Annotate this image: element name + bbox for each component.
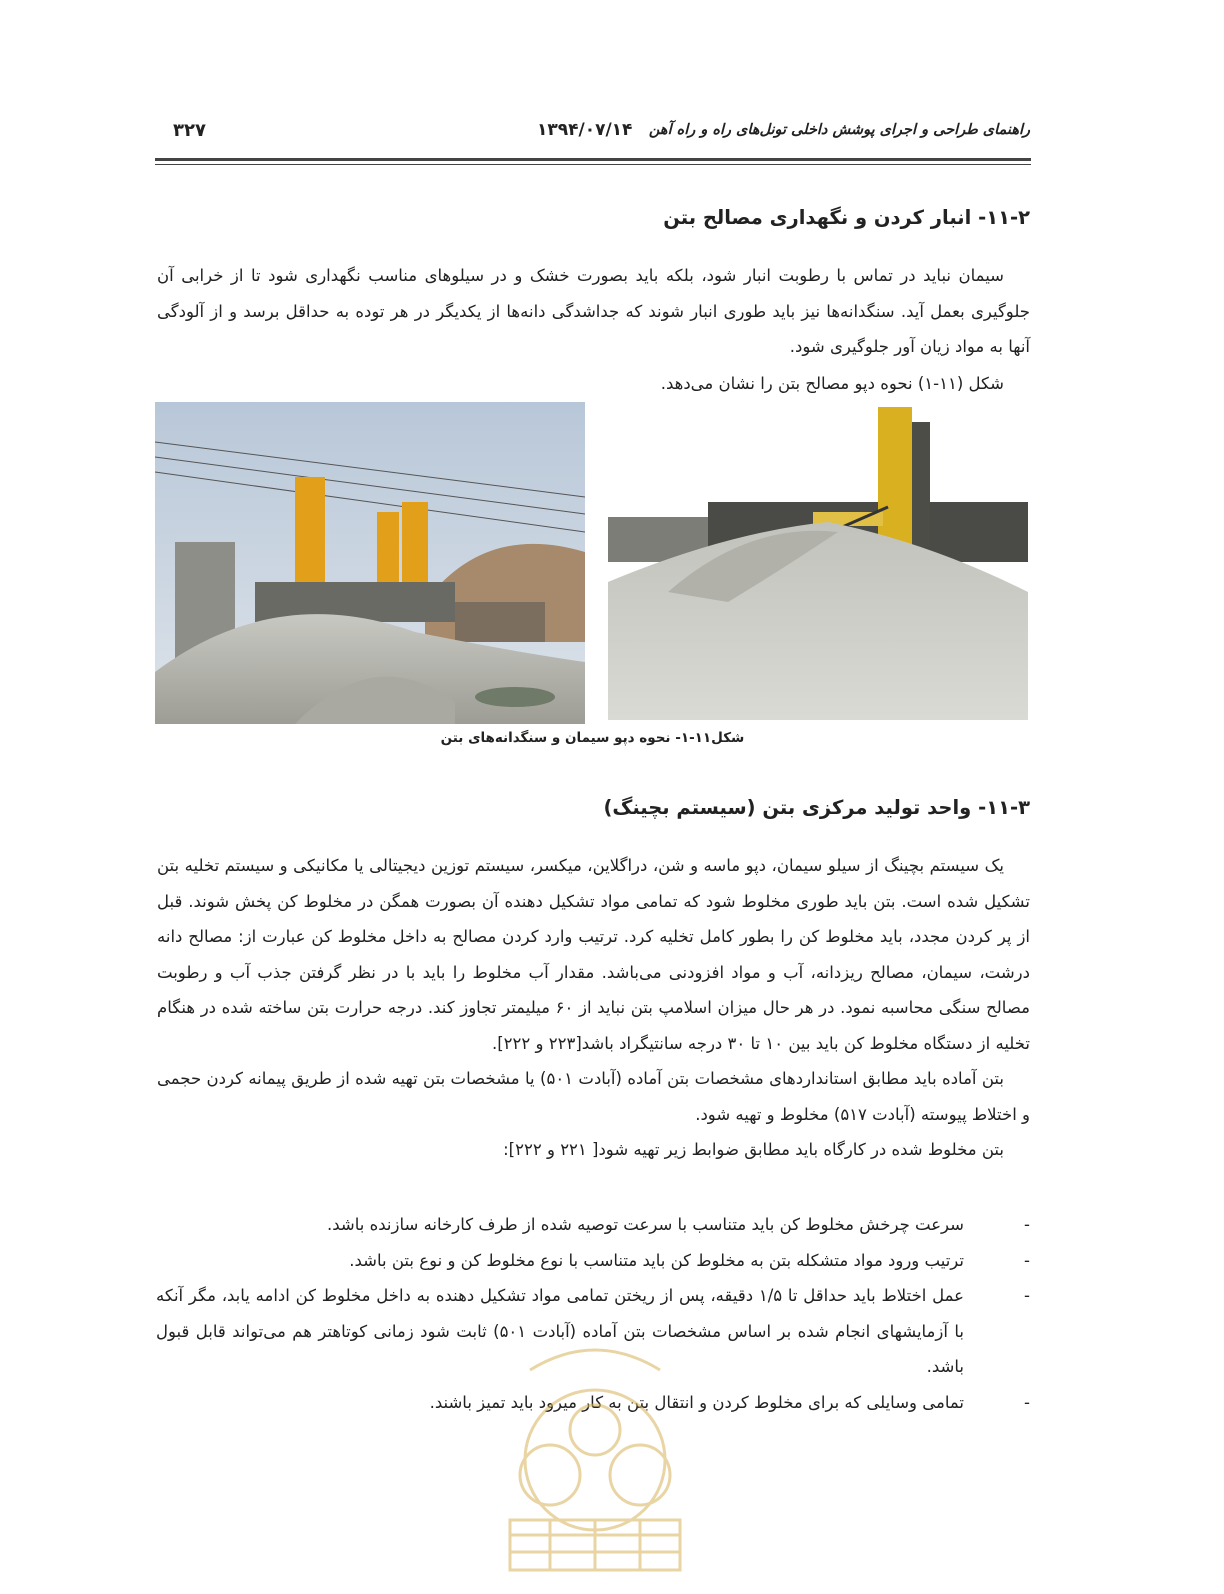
- list-item: [220, 1243, 1030, 1279]
- section-11-3-body: [157, 848, 1030, 1168]
- header-rule-thick: [155, 158, 1031, 161]
- list-dash: -: [1024, 1215, 1030, 1234]
- page-header: [155, 118, 1030, 150]
- list-dash: -: [1024, 1250, 1030, 1270]
- page-number: ۳۲۷: [173, 120, 206, 141]
- watermark-seal-icon: [470, 1320, 720, 1590]
- list-item-text: ترتیب ورود مواد متشکله بتن به مخلوط کن باید متناسب با نوع مخلوط کن و نوع بتن باشد.: [349, 1250, 964, 1270]
- section-11-2-body: [157, 258, 1030, 365]
- list-item-text: تمامی وسایلی که برای مخلوط کردن و انتقال بتن به کار میرود باید تمیز باشند.: [429, 1392, 964, 1412]
- header-title: راهنمای طراحی و اجرای پوشش داخلی تونل‌های راه و راه آهن: [648, 122, 1030, 138]
- figure-reference: [157, 366, 1030, 402]
- header-rule-thin: [155, 164, 1031, 165]
- paragraph: سیمان نباید در تماس با رطوبت انبار شود، بلکه باید بصورت خشک و در سیلوهای مناسب نگهداری شود تا از خرابی آن جلوگیری بعمل آید. سنگدانه‌ها نیز باید طوری انبار شوند که جداشدگی دانه‌ها از یکدیگر در هر توده به حداقل برسد و از آلودگی آنها به مواد زیان آور جلوگیری شود.: [157, 266, 1030, 356]
- paragraph-batching: یک سیستم بچینگ از سیلو سیمان، دپو ماسه و شن، دراگلاین، میکسر، سیستم توزین دیجیتالی یا مکانیکی و سیستم تخلیه بتن تشکیل شده است. بتن باید طوری مخلوط شود که تمامی مواد تشکیل دهنده آن بصورت همگن در مخلوط کن پخش شوند. قبل از پر کردن مجدد، باید مخلوط کن را بطور کامل تخلیه کرد. ترتیب وارد کردن مصالح به داخل مخلوط کن عبارت از: مصالح دانه درشت، سیمان، مصالح ریزدانه، آب و مواد افزودنی می‌باشد. مقدار آب مخلوط را باید با در نظر گرفتن جذب آب و رطوبت مصالح سنگی محاسبه نمود. در هر حال میزان اسلامپ بتن نباید از ۶۰ میلیمتر تجاوز کند. درجه حرارت بتن ساخته شده در هنگام تخلیه از دستگاه مخلوط کن باید بین ۱۰ تا ۳۰ درجه سانتیگراد باشد[۲۲۳ و ۲۲۲].: [157, 856, 1030, 1053]
- list-item-text: عمل اختلاط باید حداقل تا ۱/۵ دقیقه، پس از ریختن تمامی مواد تشکیل دهنده به داخل مخلوط کن ادامه یابد، مگر آنکه با آزمایشهای انجام شده بر اساس مشخصات بتن آماده (آبادت ۵۰۱) ثابت شود زمانی کوتاهتر هم می‌تواند قابل قبول باشد.: [156, 1286, 965, 1376]
- header-date: ۱۳۹۴/۰۷/۱۴: [537, 120, 633, 140]
- section-heading-11-3: ۱۱-۳- واحد تولید مرکزی بتن (سیستم بچینگ): [603, 796, 1030, 819]
- paragraph-ready-mix: بتن آماده باید مطابق استانداردهای مشخصات بتن آماده (آبادت ۵۰۱) یا مشخصات بتن تهیه شده از طریق پیمانه کردن حجمی و اختلاط پیوسته (آبادت ۵۱۷) مخلوط و تهیه شود.: [157, 1069, 1030, 1124]
- figure-reference-text: شکل (۱۱-۱) نحوه دپو مصالح بتن را نشان می‌دهد.: [660, 374, 1004, 393]
- list-dash: -: [1024, 1286, 1030, 1305]
- photo-batching-plant-right: [608, 402, 1028, 720]
- figure-caption: شکل۱۱-۱- نحوه دپو سیمان و سنگدانه‌های بتن: [440, 730, 745, 746]
- criteria-list: [220, 1207, 1030, 1278]
- list-item: [220, 1207, 1030, 1243]
- paragraph-site-mix: بتن مخلوط شده در کارگاه باید مطابق ضوابط زیر تهیه شود[ ۲۲۱ و ۲۲۲]:: [503, 1140, 1004, 1159]
- list-dash: -: [1024, 1392, 1030, 1412]
- photo-cement-silos-left: [155, 402, 585, 724]
- list-item-text: سرعت چرخش مخلوط کن باید متناسب با سرعت توصیه شده از طرف کارخانه سازنده باشد.: [327, 1215, 964, 1234]
- section-heading-11-2: ۱۱-۲- انبار کردن و نگهداری مصالح بتن: [663, 206, 1030, 229]
